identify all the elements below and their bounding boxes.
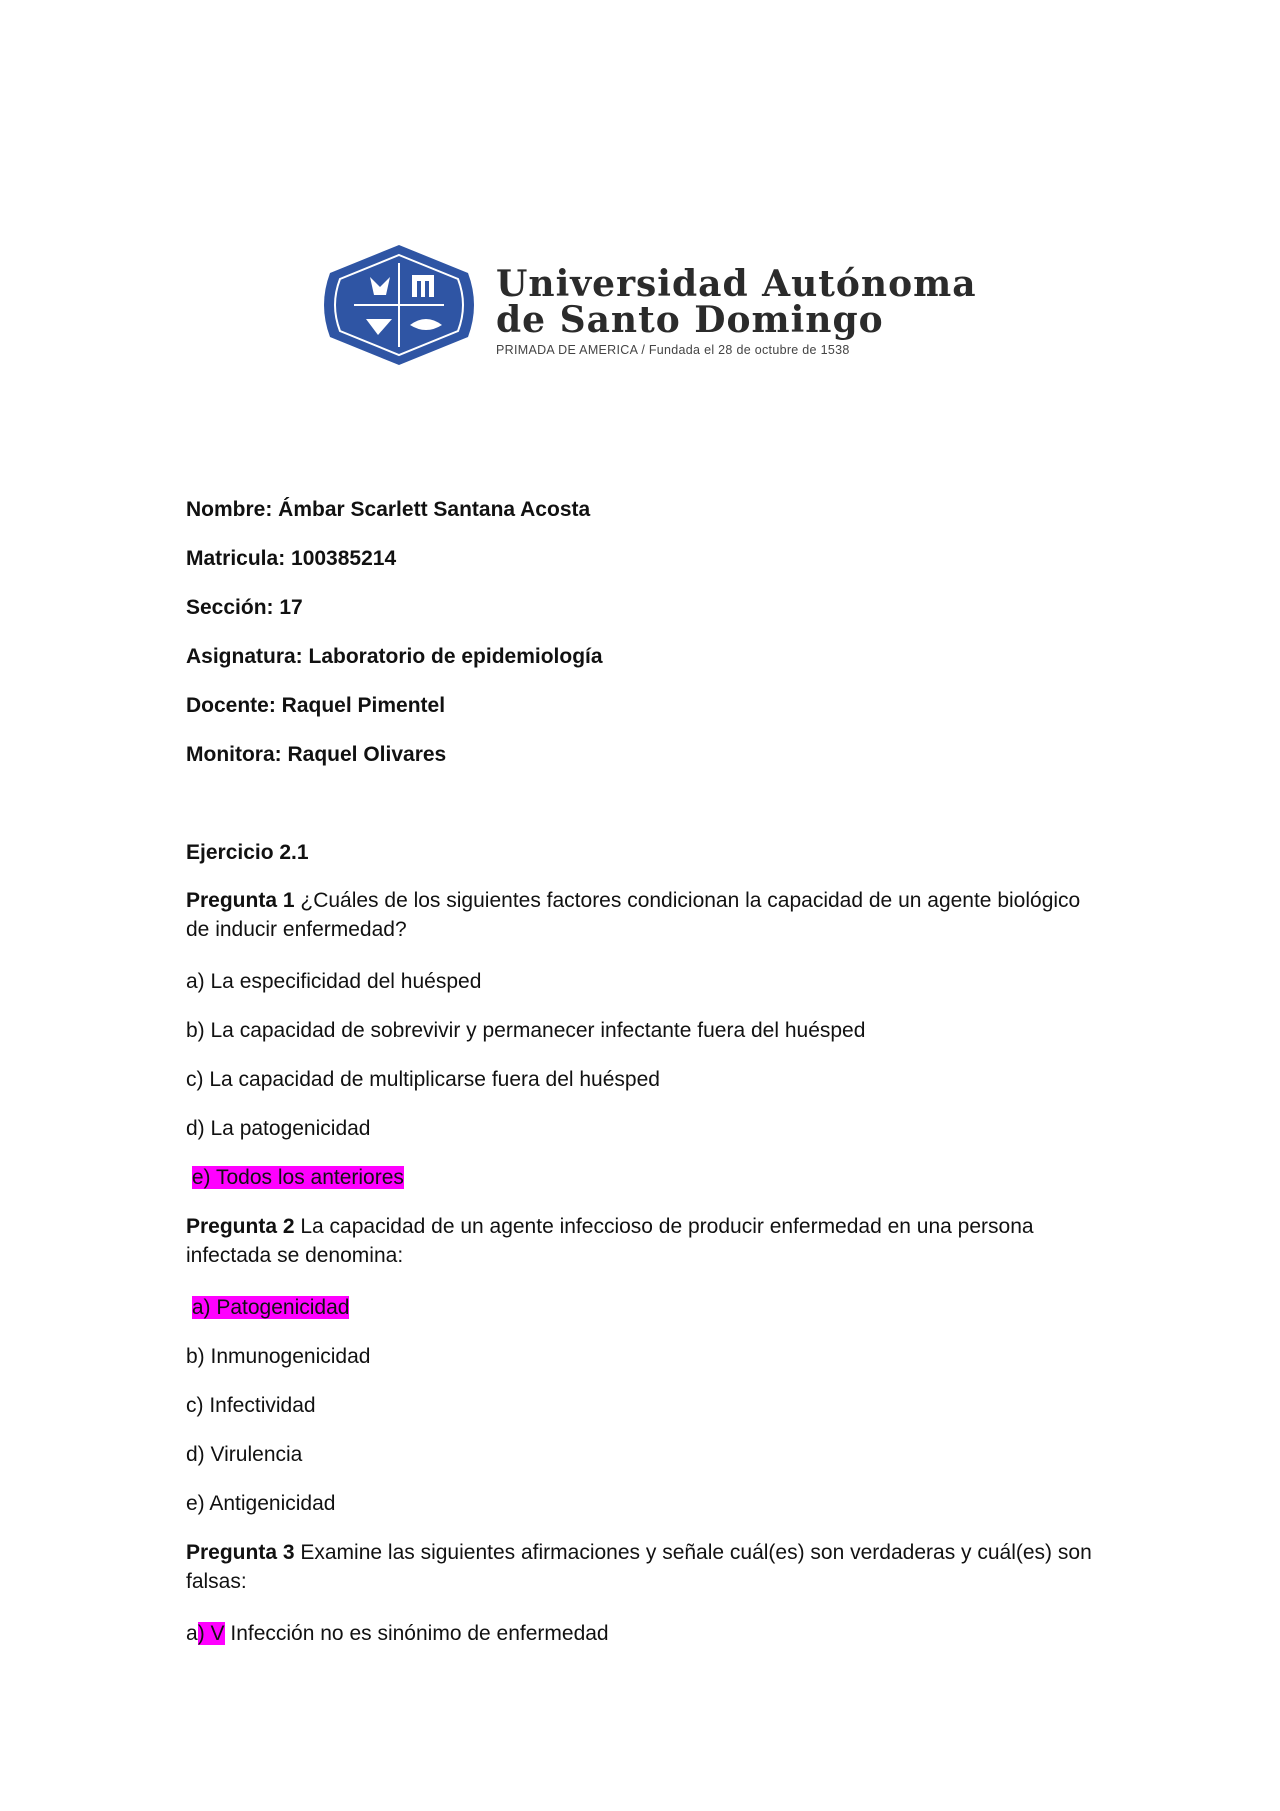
q2-option-e: e) Antigenicidad <box>186 1492 336 1515</box>
student-id: Matricula: 100385214 <box>186 547 397 570</box>
section: Sección: 17 <box>186 596 303 619</box>
question-1: Pregunta 1 ¿Cuáles de los siguientes factores condicionan la capacidad de un agente biológico de inducir enfermedad? <box>186 889 1081 941</box>
university-logo <box>318 243 1000 367</box>
monitor: Monitora: Raquel Olivares <box>186 743 447 766</box>
teacher: Docente: Raquel Pimentel <box>186 694 446 717</box>
q2-option-d: d) Virulencia <box>186 1443 303 1466</box>
q1-option-c: c) La capacidad de multiplicarse fuera del huésped <box>186 1068 660 1091</box>
q3-statement-a: a) V Infección no es sinónimo de enfermedad <box>186 1622 609 1645</box>
q2-option-c: c) Infectividad <box>186 1394 316 1417</box>
q1-option-a: a) La especificidad del huésped <box>186 970 482 993</box>
q1-option-d: d) La patogenicidad <box>186 1117 371 1140</box>
q1-option-b: b) La capacidad de sobrevivir y permanecer infectante fuera del huésped <box>186 1019 866 1042</box>
subject: Asignatura: Laboratorio de epidemiología <box>186 645 603 668</box>
logo-name-line1: Universidad Autónoma <box>496 263 977 305</box>
q1-option-e-answer: e) Todos los anteriores <box>191 1166 404 1189</box>
q2-option-a-answer: a) Patogenicidad <box>191 1296 350 1319</box>
q2-option-b: b) Inmunogenicidad <box>186 1345 371 1368</box>
question-2: Pregunta 2 La capacidad de un agente infeccioso de producir enfermedad en una persona infectada se denomina: <box>186 1215 1034 1267</box>
exercise-title: Ejercicio 2.1 <box>186 841 309 864</box>
student-name: Nombre: Ámbar Scarlett Santana Acosta <box>186 498 591 521</box>
university-crest-icon <box>318 243 480 367</box>
logo-tagline: PRIMADA DE AMERICA / Fundada el 28 de octubre de 1538 <box>496 343 850 357</box>
true-false-mark: ) V <box>197 1622 225 1645</box>
question-3: Pregunta 3 Examine las siguientes afirmaciones y señale cuál(es) son verdaderas y cuál(es) son falsas: <box>186 1541 1092 1593</box>
logo-name-line2: de Santo Domingo <box>496 299 884 341</box>
